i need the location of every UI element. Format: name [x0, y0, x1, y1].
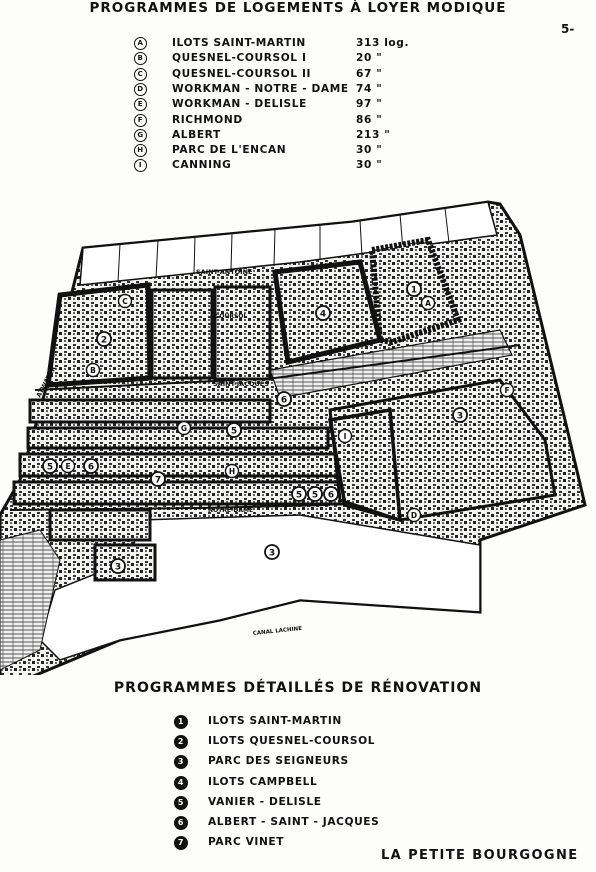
svg-text:F: F: [504, 386, 510, 395]
program-name: PARC VINET: [208, 836, 285, 849]
program-name: ILOTS CAMPBELL: [208, 775, 318, 788]
svg-text:1: 1: [410, 285, 418, 296]
legend-item: [134, 36, 414, 51]
map-marker: [324, 487, 338, 501]
unit-count: 74 ": [356, 82, 383, 95]
map-marker: [339, 430, 352, 443]
number-badge: 2: [174, 735, 188, 749]
street-label-saint-antoine: SAINT-ANTOINE: [196, 268, 253, 276]
svg-text:5: 5: [311, 490, 319, 501]
map-marker: [43, 459, 57, 473]
program-name: ILOTS QUESNEL-COURSOL: [208, 735, 376, 748]
map-marker: [316, 306, 330, 320]
map-marker: [62, 460, 75, 473]
letter-badge: C: [134, 68, 147, 81]
svg-text:6: 6: [327, 490, 335, 501]
program-name: WORKMAN - DELISLE: [172, 98, 307, 111]
renovation-programs-legend: [174, 714, 404, 854]
map-marker: [501, 384, 514, 397]
svg-text:5: 5: [46, 462, 54, 473]
unit-count: 67 ": [356, 67, 383, 80]
letter-badge: A: [134, 37, 147, 50]
letter-badge: G: [134, 129, 147, 142]
map-marker: [407, 282, 421, 296]
legend-item: [134, 67, 414, 82]
map-marker: [84, 459, 98, 473]
svg-text:3: 3: [456, 411, 464, 422]
program-name: ILOTS SAINT-MARTIN: [172, 37, 306, 49]
legend-item: [174, 775, 404, 790]
letter-badge: D: [134, 83, 147, 96]
svg-text:I: I: [343, 432, 347, 441]
legend-item: [134, 113, 414, 128]
program-name: QUESNEL-COURSOL I: [172, 52, 307, 65]
legend-item: [134, 51, 414, 66]
legend-item: [174, 754, 404, 769]
street-label-canal-lachine: CANAL LACHINE: [252, 625, 303, 637]
number-badge: 5: [174, 796, 188, 810]
number-badge: 6: [174, 816, 188, 830]
district-caption: LA PETITE BOURGOGNE: [381, 848, 579, 863]
svg-text:5: 5: [295, 490, 303, 501]
program-name: WORKMAN - NOTRE - DAME: [172, 82, 349, 95]
map-marker: [308, 487, 322, 501]
unit-count: 97 ": [356, 98, 383, 111]
map-marker: [265, 545, 279, 559]
program-name: QUESNEL-COURSOL II: [172, 67, 312, 80]
legend-item: [174, 815, 404, 830]
map-marker: [151, 472, 165, 486]
district-map: [0, 195, 596, 675]
number-badge: 1: [174, 715, 188, 729]
unit-count: 313 log.: [356, 37, 410, 49]
map-marker: [292, 487, 306, 501]
unit-count: 20 ": [356, 52, 383, 65]
map-marker: [97, 332, 111, 346]
renovation-programs-title: PROGRAMMES DÉTAILLÉS DE RÉNOVATION: [113, 680, 483, 696]
letter-badge: E: [134, 98, 147, 111]
map-marker: [422, 297, 435, 310]
legend-item: [174, 835, 404, 850]
program-name: RICHMOND: [172, 113, 243, 126]
svg-text:2: 2: [100, 335, 108, 346]
map-marker: [226, 465, 239, 478]
legend-item: [134, 97, 414, 112]
program-name: ALBERT: [172, 128, 221, 141]
svg-text:A: A: [425, 299, 431, 308]
legend-item: [174, 734, 404, 749]
svg-text:B: B: [90, 366, 96, 375]
svg-text:C: C: [122, 297, 128, 306]
legend-item: [134, 82, 414, 97]
legend-item: [134, 158, 414, 173]
unit-count: 30 ": [356, 144, 383, 157]
number-badge: 4: [174, 776, 188, 790]
map-marker: [119, 295, 132, 308]
legend-item: [134, 128, 414, 143]
letter-badge: B: [134, 52, 147, 65]
street-label-saint-jacques: SAINT-JACQUES: [213, 380, 269, 388]
street-label-atwater: ATWATER: [34, 364, 58, 399]
map-marker: [178, 422, 191, 435]
legend-item: [134, 143, 414, 158]
map-marker: [227, 423, 241, 437]
map-marker: [277, 392, 291, 406]
letter-badge: I: [134, 159, 147, 172]
svg-text:G: G: [180, 424, 188, 433]
map-marker: [453, 408, 467, 422]
program-name: ILOTS SAINT-MARTIN: [208, 715, 342, 727]
legend-item: [174, 795, 404, 810]
street-label-notre-dame: NOTRE-DAME: [208, 507, 254, 514]
unit-count: 86 ": [356, 113, 383, 126]
svg-text:7: 7: [154, 475, 162, 486]
svg-text:D: D: [410, 511, 418, 520]
svg-text:3: 3: [114, 562, 122, 573]
program-name: ALBERT - SAINT - JACQUES: [208, 816, 380, 828]
unit-count: 213 ": [356, 128, 391, 141]
svg-text:6: 6: [87, 462, 95, 473]
letter-badge: F: [134, 114, 147, 127]
program-name: VANIER - DELISLE: [208, 795, 322, 808]
map-marker: [87, 364, 100, 377]
svg-text:4: 4: [319, 309, 327, 320]
program-name: CANNING: [172, 159, 232, 172]
street-label-coursol: COURSOL: [215, 313, 248, 320]
program-name: PARC DE L'ENCAN: [172, 144, 287, 157]
svg-text:5: 5: [230, 426, 238, 437]
housing-programs-title: PROGRAMMES DE LOGEMENTS À LOYER MODIQUE: [89, 0, 507, 16]
page-number: 5-: [561, 22, 575, 36]
housing-programs-legend: [134, 36, 414, 181]
svg-text:3: 3: [268, 548, 276, 559]
number-badge: 3: [174, 755, 188, 769]
letter-badge: H: [134, 144, 147, 157]
map-marker: [111, 559, 125, 573]
svg-text:E: E: [65, 462, 71, 471]
svg-text:H: H: [228, 467, 236, 476]
unit-count: 30 ": [356, 159, 383, 172]
number-badge: 7: [174, 836, 188, 850]
legend-item: [174, 714, 404, 729]
svg-text:6: 6: [280, 395, 288, 406]
program-name: PARC DES SEIGNEURS: [208, 755, 349, 768]
map-marker: [408, 509, 421, 522]
